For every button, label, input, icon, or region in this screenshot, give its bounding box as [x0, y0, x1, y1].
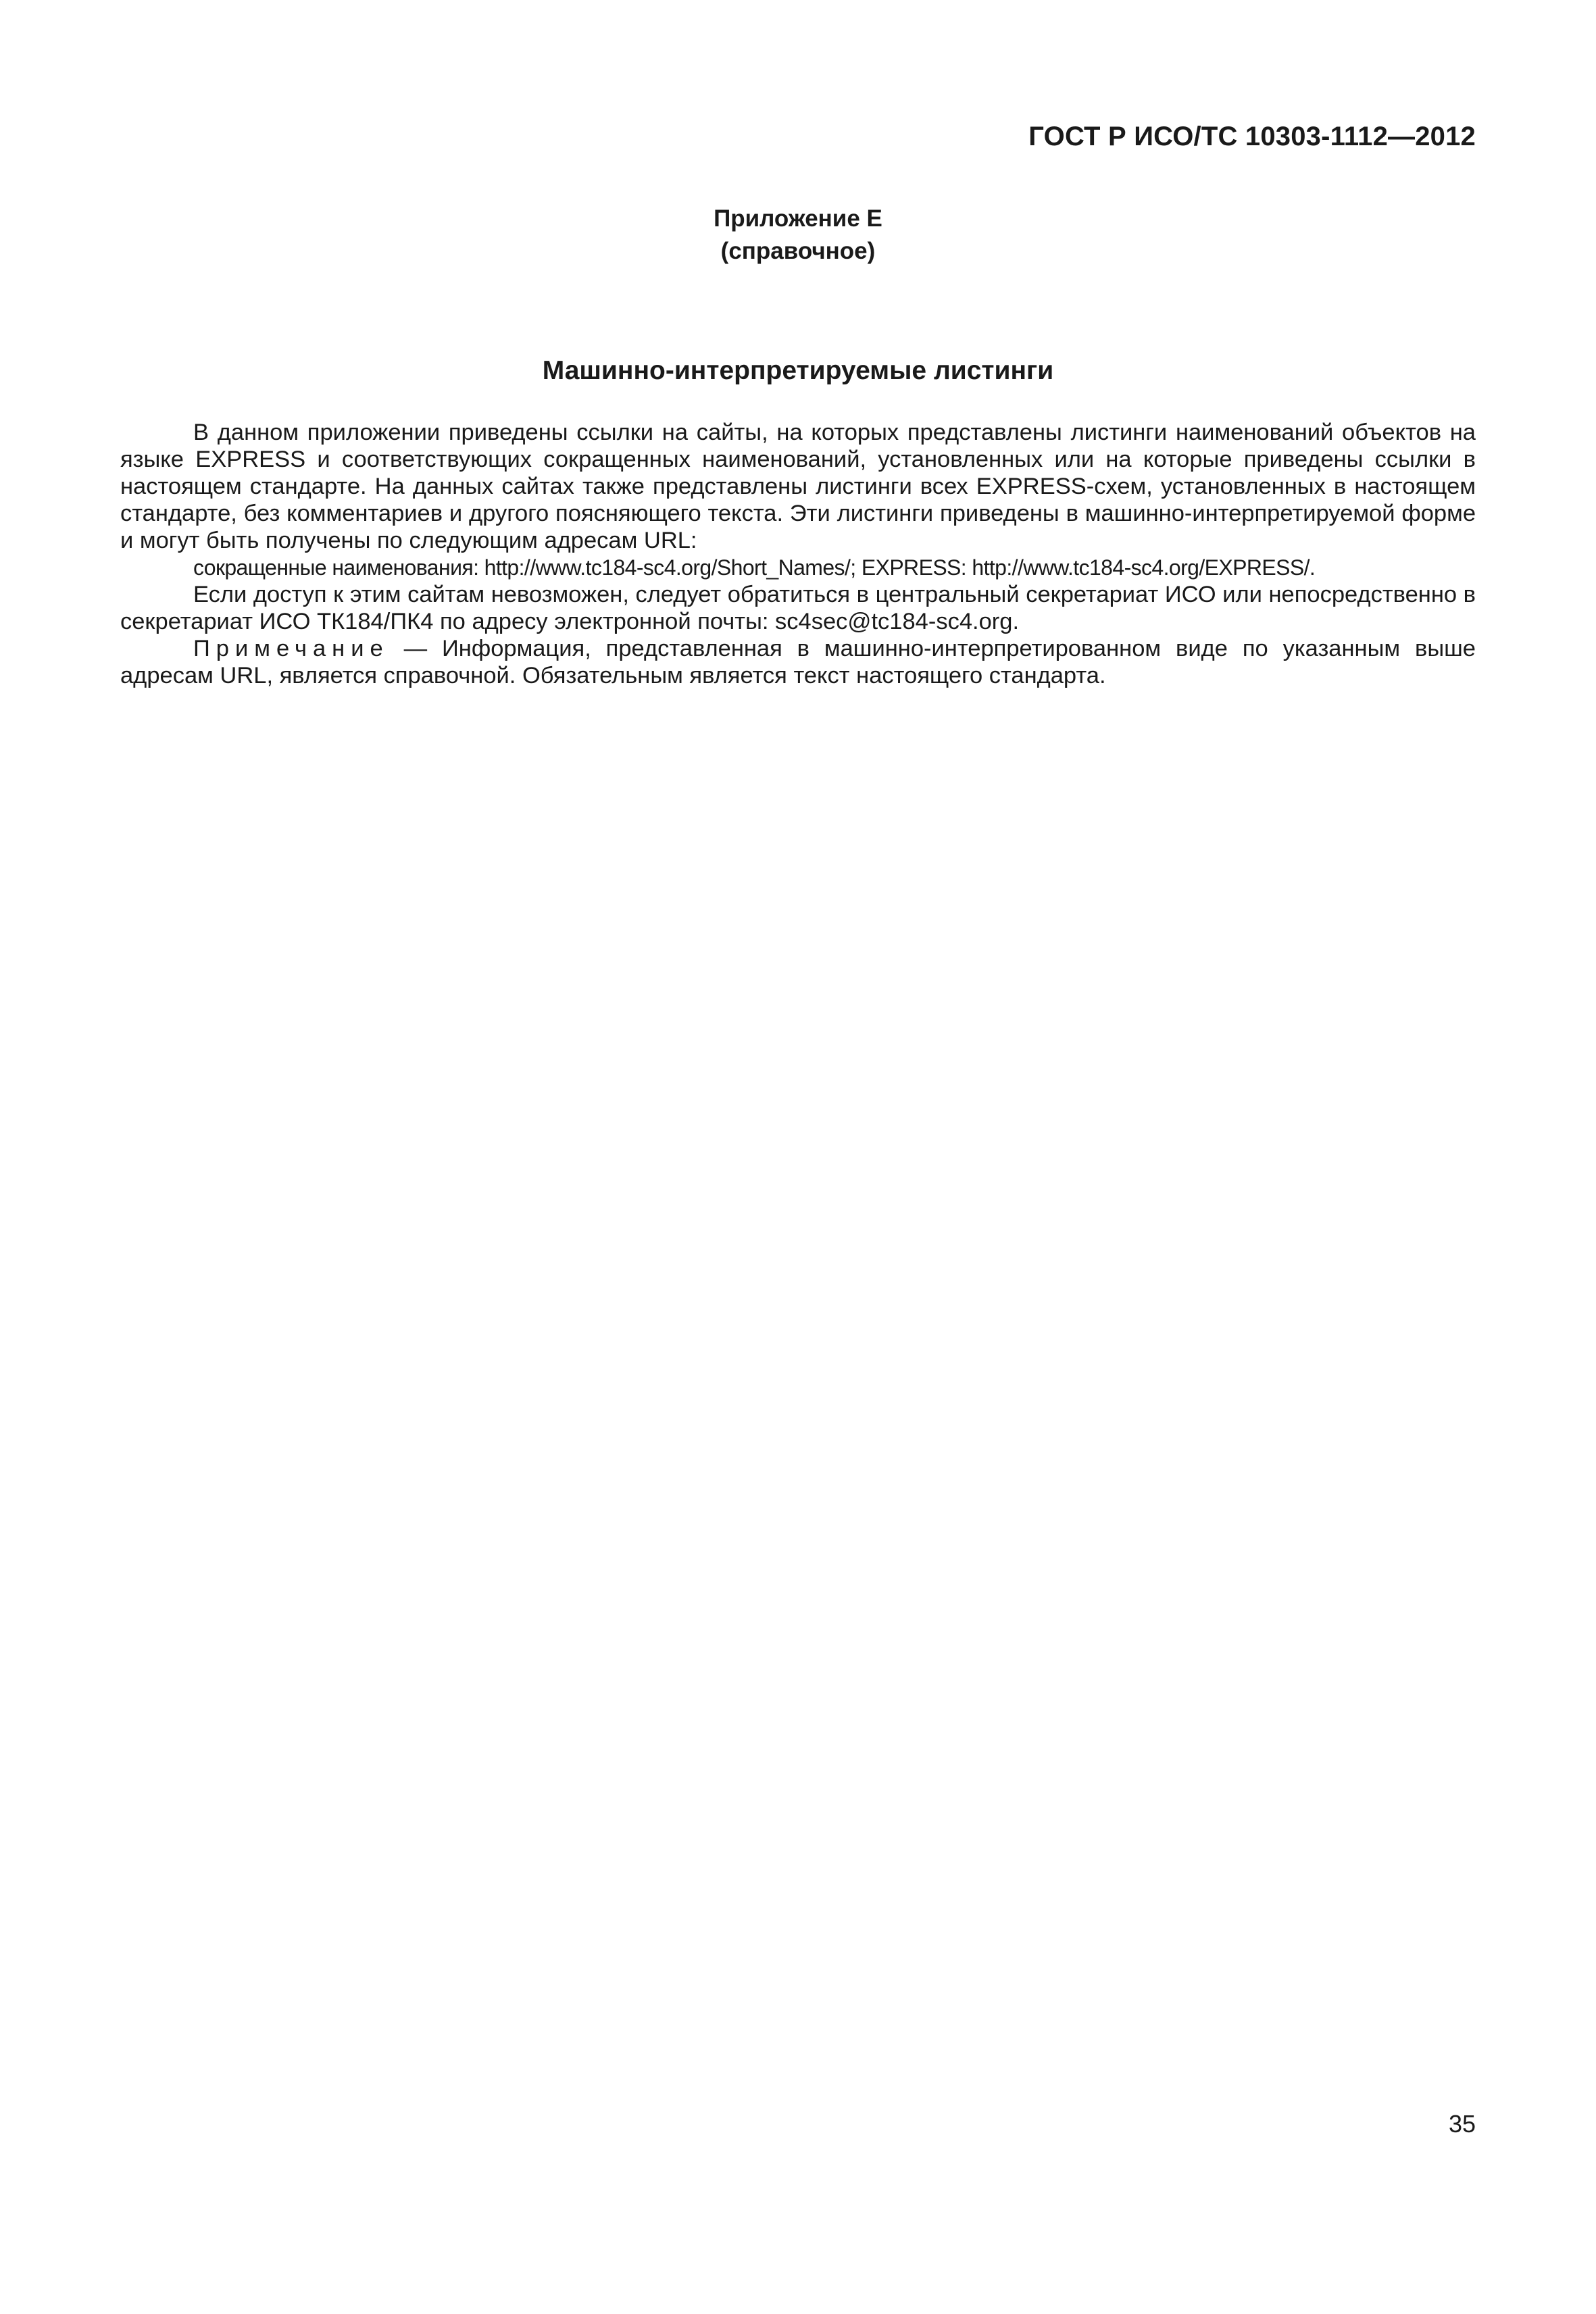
note-text: — Информация, представленная в машинно-интерпретированном виде по указанным выше адресам URL, является справочной. Обязательным является текст настоящего стандарта.	[120, 636, 1476, 688]
paragraph-note	[120, 635, 1476, 689]
appendix-kind: (справочное)	[720, 238, 876, 264]
body-text	[120, 419, 1476, 689]
paragraph-intro: В данном приложении приведены ссылки на сайты, на которых представлены листинги наименований объектов на языке EXPRESS и соответствующих сокращенных наименований, установленных или на которые приведены ссылки в настоящем стандарте. На данных сайтах также представлены листинги всех EXPRESS-схем, установленных в настоящем стандарте, без комментариев и другого поясняющего текста. Эти листинги приведены в машинно-интерпретируемой форме и могут быть получены по следующим адресам URL:	[120, 420, 1476, 553]
paragraph-urls: сокращенные наименования: http://www.tc184-sc4.org/Short_Names/; EXPRESS: http://www.tc184-sc4.org/EXPRESS/.	[193, 555, 1316, 580]
appendix-heading	[0, 203, 1596, 268]
document-code: ГОСТ Р ИСО/ТС 10303-1112—2012	[1028, 122, 1476, 151]
section-title: Машинно-интерпретируемые листинги	[542, 356, 1054, 385]
page-number: 35	[1448, 2110, 1476, 2138]
paragraph-contact: Если доступ к этим сайтам невозможен, следует обратиться в центральный секретариат ИСО или непосредственно в секретариат ИСО ТК184/ПК4 по адресу электронной почты: sc4sec@tc184-sc4.org.	[120, 582, 1476, 634]
appendix-title: Приложение Е	[714, 205, 882, 232]
note-label: Примечание	[193, 636, 389, 661]
